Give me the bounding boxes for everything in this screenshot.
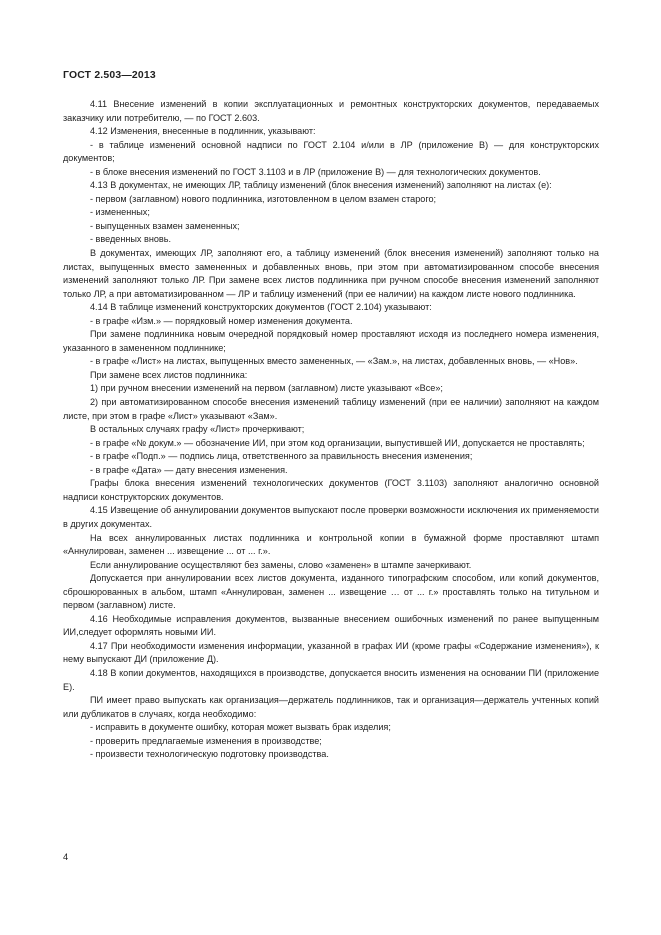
list-item: - первом (заглавном) нового подлинника, изготовленном в целом взамен старого;: [90, 193, 437, 204]
paragraph-4-12: 4.12 Изменения, внесенные в подлинник, указывают:: [90, 126, 316, 137]
page-number: 4: [63, 852, 69, 862]
list-item: - в таблице изменений основной надписи по ГОСТ 2.104 и/или в ЛР (приложение В) — для конструкторских документов;: [63, 139, 599, 164]
list-item: - произвести технологическую подготовку производства.: [90, 749, 329, 760]
paragraph: Если аннулирование осуществляют без замены, слово «заменен» в штампе зачеркивают.: [90, 559, 472, 570]
list-item: - в блоке внесения изменений по ГОСТ 3.1103 и в ЛР (приложение В) — для технологических документов.: [90, 166, 541, 177]
paragraph: В документах, имеющих ЛР, заполняют его, а таблицу изменений (блок внесения изменений) заполняют только на листах, выпущенных вместо замененных и добавленных вновь, при этом при автоматизированном способе внесения изменений заполняют только ЛР. При замене всех листов подлинника при ручном способе внесения изменений заполняют только ЛР, а при автоматизированном — ЛР и таблицу изменений (при ее наличии) на каждом листе нового подлинника.: [63, 248, 599, 299]
paragraph: Допускается при аннулировании всех листов документа, изданного типографским способом, или копий документов, сброшюрованных в альбом, штамп «Аннулирован, заменен ... извещение … от ... г.» проставлять только на титульном и первом (заглавном) листе.: [63, 573, 599, 611]
list-item: - в графе «Лист» на листах, выпущенных вместо замененных, — «Зам.», на листах, добавленных вновь, — «Нов».: [90, 356, 578, 367]
paragraph: При замене всех листов подлинника:: [90, 369, 248, 380]
list-item: - проверить предлагаемые изменения в производстве;: [90, 735, 322, 746]
paragraph-4-13: 4.13 В документах, не имеющих ЛР, таблицу изменений (блок внесения изменений) заполняют на листах (е):: [90, 180, 552, 191]
paragraph-4-17: 4.17 При необходимости изменения информации, указанной в графах ИИ (кроме графы «Содержание изменения»), к нему выпускают ДИ (приложение Д).: [63, 640, 599, 665]
list-item: - в графе «№ докум.» — обозначение ИИ, при этом код организации, выпустившей ИИ, допускается не проставлять;: [90, 437, 585, 448]
list-item: - исправить в документе ошибку, которая может вызвать брак изделия;: [90, 722, 391, 733]
paragraph: При замене подлинника новым очередной порядковый номер проставляют исходя из последнего номера изменения, указанного в замененном подлиннике;: [63, 329, 599, 353]
list-item: 1) при ручном внесении изменений на первом (заглавном) листе указывают «Все»;: [90, 383, 443, 394]
paragraph-4-11: 4.11 Внесение изменений в копии эксплуатационных и ремонтных конструкторских документов, передаваемых заказчику или потребителю, — по ГОСТ 2.603.: [63, 99, 599, 123]
list-item: - в графе «Подп.» — подпись лица, ответственного за правильность внесения изменения;: [90, 451, 473, 462]
paragraph: ПИ имеет право выпускать как организация—держатель подлинников, так и организация—держатель учтенных копий или дубликатов в случаях, когда необходимо:: [63, 695, 599, 719]
page-header-standard-code: ГОСТ 2.503—2013: [63, 70, 156, 81]
list-item: - измененных;: [90, 207, 150, 218]
list-item: 2) при автоматизированном способе внесения изменений таблицу изменений (при ее наличии) заполняют на каждом листе, при этом в графе «Лист» указывают «Зам».: [63, 397, 599, 421]
paragraph-4-15: 4.15 Извещение об аннулировании документов выпускают после проверки возможности исключения их применяемости в других документах.: [63, 505, 599, 529]
list-item: - выпущенных взамен замененных;: [90, 220, 240, 231]
paragraph-4-14: 4.14 В таблице изменений конструкторских документов (ГОСТ 2.104) указывают:: [90, 302, 432, 313]
paragraph-4-18: 4.18 В копии документов, находящихся в производстве, допускается вносить изменения на основании ПИ (приложение Е).: [63, 667, 599, 692]
paragraph: На всех аннулированных листах подлинника и контрольной копии в бумажной форме проставляют штамп «Аннулирован, заменен ... извещение ... от ... г.».: [63, 532, 599, 557]
paragraph-4-16: 4.16 Необходимые исправления документов, вызванные внесением ошибочных изменений по ранее выпущенным ИИ,следует оформлять новыми ИИ.: [63, 613, 599, 638]
paragraph: Графы блока внесения изменений технологических документов (ГОСТ 3.1103) заполняют аналогично основной надписи конструкторских документов.: [63, 478, 599, 502]
paragraph: В остальных случаях графу «Лист» прочеркивают;: [90, 424, 305, 435]
list-item: - введенных вновь.: [90, 234, 171, 245]
list-item: - в графе «Изм.» — порядковый номер изменения документа.: [90, 315, 353, 326]
document-body: [63, 98, 599, 762]
list-item: - в графе «Дата» — дату внесения изменения.: [90, 464, 288, 475]
